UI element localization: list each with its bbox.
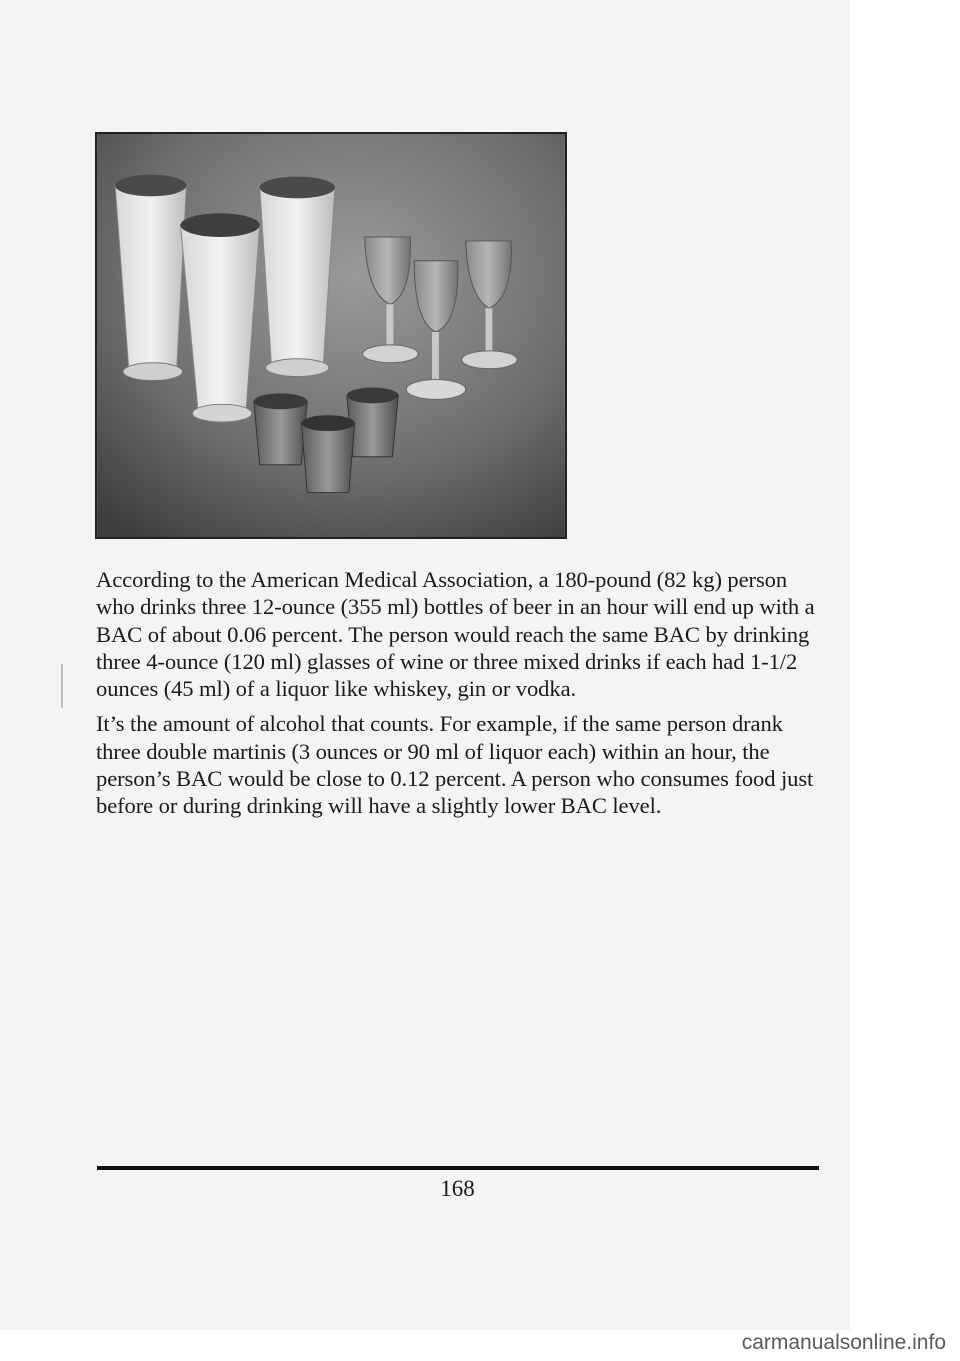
drinks-illustration [97, 134, 565, 537]
beer-glass-icon [260, 177, 335, 377]
shot-glass-icon [254, 393, 307, 464]
footer-rule [97, 1166, 819, 1170]
body-text [96, 566, 826, 828]
shot-glass-icon [301, 415, 354, 492]
paragraph-alcohol-amount: It’s the amount of alcohol that counts. For example, if the same person drank three double martinis (3 ounces or 90 ml of liquor each) within an hour, the person’s BAC would be close to 0.12 percent. A person who consumes food just before or during drinking will have a slightly lower BAC level. [96, 711, 814, 819]
revision-bar [61, 664, 63, 708]
shot-glass-icon [347, 387, 398, 456]
page-number: 168 [440, 1176, 475, 1201]
drinks-photo [95, 132, 567, 539]
watermark: carmanualsonline.info [741, 1331, 946, 1354]
paragraph-bac-beer: According to the American Medical Association, a 180-pound (82 kg) person who drinks three 12-ounce (355 ml) bottles of beer in an hour will end up with a BAC of about 0.06 percent. The person would reach the same BAC by drinking three 4-ounce (120 ml) glasses of wine or three mixed drinks if each had 1-1/2 ounces (45 ml) of a liquor like whiskey, gin or vodka. [96, 567, 815, 702]
